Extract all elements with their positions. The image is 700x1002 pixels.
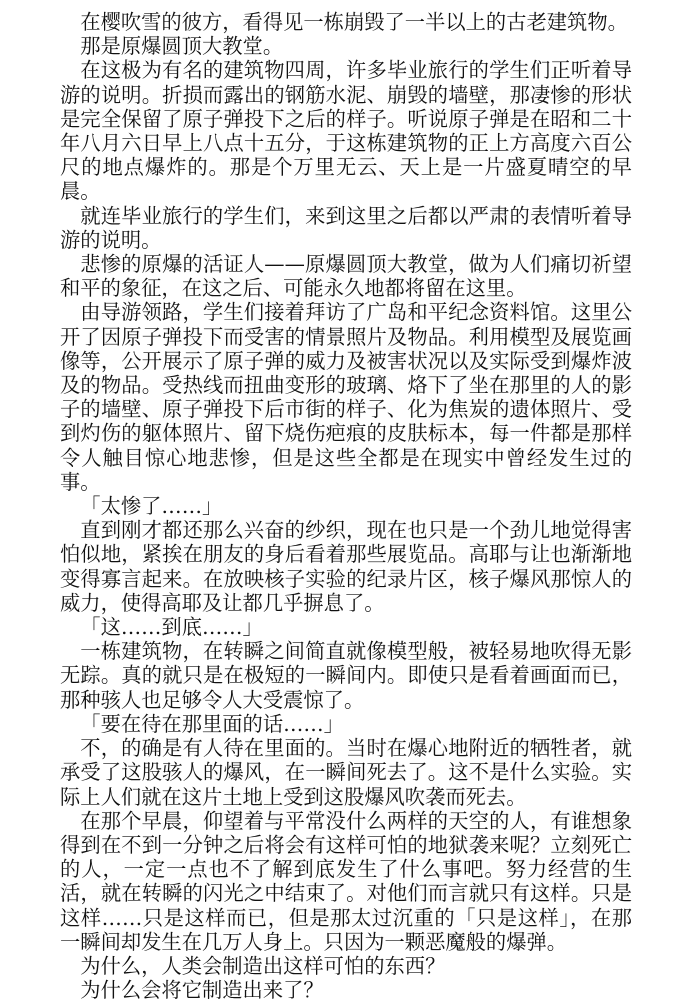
dialogue-line: 「太惨了……」	[80, 494, 223, 519]
paragraph: 在樱吹雪的彼方，看得见一栋崩毁了一半以上的古老建筑物。	[80, 10, 628, 34]
dialogue-line: 「要在待在那里面的话……」	[80, 711, 344, 736]
paragraph: 一栋建筑物，在转瞬之间简直就像模型般，被轻易地吹得无影无踪。真的就只是在极短的一瞬间内。即使只是看着画面而已，那种骇人也足够令人大受震惊了。	[60, 639, 632, 712]
paragraph: 那是原爆圆顶大教堂。	[80, 34, 284, 59]
paragraph: 不，的确是有人待在里面的。当时在爆心地附近的牺牲者，就承受了这股骇人的爆风，在一瞬间死去了。这不是什么实验。实际上人们就在这片土地上受到这股爆风吹袭而死去。	[60, 736, 632, 809]
dialogue-line: 「这……到底……」	[80, 615, 263, 640]
paragraph: 由导游领路，学生们接着拜访了广岛和平纪念资料馆。这里公开了因原子弹投下而受害的情景照片及物品。利用模型及展览画像等，公开展示了原子弹的威力及被害状况以及实际受到爆炸波及的物品。受热线而扭曲变形的玻璃、烙下了坐在那里的人的影子的墙壁、原子弹投下后市街的样子、化为焦炭的遗体照片、受到灼伤的躯体照片、留下烧伤疤痕的皮肤标本，每一件都是那样令人触目惊心地悲惨，但是这些全都是在现实中曾经发生过的事。	[60, 300, 632, 494]
paragraph: 为什么会将它制造出来了？	[80, 978, 324, 1002]
document-page	[60, 10, 632, 1002]
paragraph: 为什么，人类会制造出这样可怕的东西？	[80, 953, 446, 978]
paragraph: 就连毕业旅行的学生们，来到这里之后都以严肃的表情听着导游的说明。	[60, 203, 632, 252]
paragraph: 直到刚才都还那么兴奋的纱织，现在也只是一个劲儿地觉得害怕似地，紧挨在朋友的身后看着那些展览品。高耶与让也渐渐地变得寡言起来。在放映核子实验的纪录片区，核子爆风那惊人的威力，使得高耶及让都几乎摒息了。	[60, 518, 632, 615]
paragraph: 在那个早晨，仰望着与平常没什么两样的天空的人，有谁想象得到在不到一分钟之后将会有这样可怕的地狱袭来呢？立刻死亡的人，一定一点也不了解到底发生了什么事吧。努力经营的生活，就在转瞬的闪光之中结束了。对他们而言就只有这样。只是这样……只是这样而已，但是那太过沉重的「只是这样」，在那一瞬间却发生在几万人身上。只因为一颗恶魔般的爆弹。	[60, 808, 632, 954]
paragraph: 悲惨的原爆的活证人——原爆圆顶大教堂，做为人们痛切祈望和平的象征，在这之后、可能永久地都将留在这里。	[60, 252, 632, 301]
paragraph: 在这极为有名的建筑物四周，许多毕业旅行的学生们正听着导游的说明。折损而露出的钢筋水泥、崩毁的墙壁，那凄惨的形状是完全保留了原子弹投下之后的样子。听说原子弹是在昭和二十年八月六日早上八点十五分，于这栋建筑物的正上方高度六百公尺的地点爆炸的。那是个万里无云、天上是一片盛夏晴空的早晨。	[60, 58, 632, 204]
